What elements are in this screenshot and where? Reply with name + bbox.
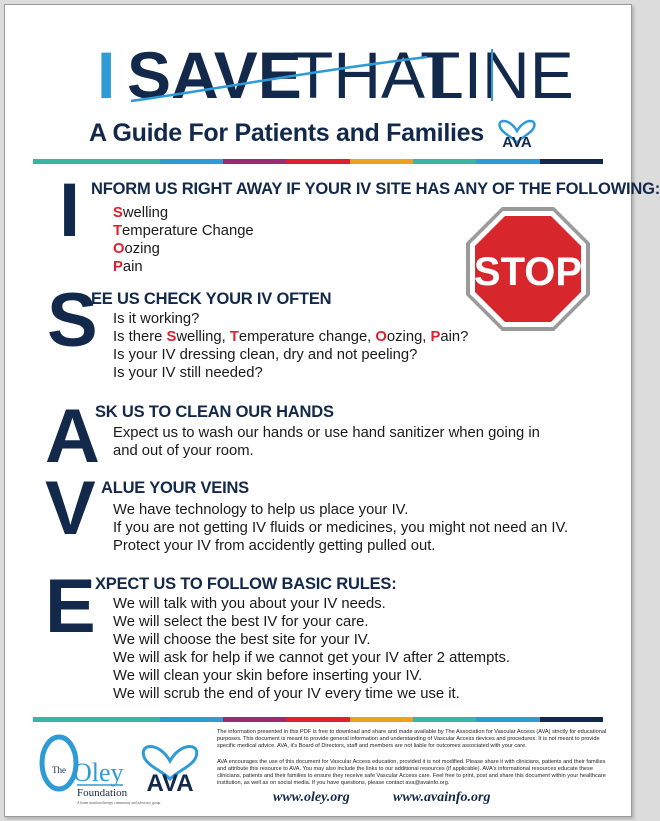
stripe-segment [476, 159, 539, 164]
stop-sign-icon [464, 205, 592, 333]
title-graphic [97, 38, 574, 112]
letter-i: I [59, 168, 81, 253]
symptom-temperature: Temperature Change [113, 223, 254, 239]
stripe-segment [540, 717, 603, 722]
expect-line-4: We will ask for help if we cannot get your IV after 2 attempts. [113, 650, 510, 666]
ava-logo-large [127, 733, 213, 795]
see-line-1: Is it working? [113, 311, 200, 327]
title-i: I [97, 38, 116, 112]
stop-text: STOP [473, 250, 583, 294]
stripe-segment [96, 717, 159, 722]
symptom-oozing: Oozing [113, 241, 160, 257]
stripe-segment [286, 717, 349, 722]
stripe-segment [476, 717, 539, 722]
oley-url-link[interactable]: www.oley.org [273, 790, 350, 805]
ava-large-text: AVA [146, 770, 194, 797]
stripe-segment [223, 717, 286, 722]
fine-print-usage: AVA encourages the use of this document for Vascular Access education, provided it is not modified. Please share it with clinicians, patients and their families and attribute this resource to AVA. You may also include the links to our additional resources (if applicable). AVA's informational resources educate these clinicians, patients and their families to ensure they receive safe Vascular Access care. Feel free to print, post and share this document within your healthcare institution, as well as on social media. If you have questions, please contact ava@avainfo.org. [217, 759, 606, 786]
title-save: SAVE [127, 38, 302, 112]
stripe-segment [413, 159, 476, 164]
flyer-page [4, 4, 660, 817]
stripe-segment [413, 717, 476, 722]
heading-see: EE US CHECK YOUR IV OFTEN [91, 290, 332, 308]
letter-s: S [47, 278, 98, 363]
top-color-stripe [33, 159, 603, 164]
expect-line-1: We will talk with you about your IV needs. [113, 596, 386, 612]
heading-inform: NFORM US RIGHT AWAY IF YOUR IV SITE HAS ANY OF THE FOLLOWING: [91, 180, 660, 198]
ava-heart-icon [489, 109, 545, 153]
ava-url-link[interactable]: www.avainfo.org [393, 790, 491, 805]
stripe-segment [160, 717, 223, 722]
value-line-3: Protect your IV from accidently getting pulled out. [113, 538, 436, 554]
title-line: LINE [427, 38, 574, 112]
ava-small-text: AVA [502, 134, 532, 151]
stripe-segment [350, 717, 413, 722]
bottom-color-stripe [33, 717, 603, 722]
stripe-segment [96, 159, 159, 164]
heading-value: ALUE YOUR VEINS [101, 479, 249, 497]
expect-line-3: We will choose the best site for your IV. [113, 632, 371, 648]
oley-foundation: Foundation [77, 787, 128, 799]
oley-foundation-logo [37, 733, 161, 811]
title-logo [97, 38, 574, 112]
oley-the: The [52, 765, 66, 775]
ask-line-1: Expect us to wash our hands or use hand sanitizer when going in [113, 425, 540, 441]
symptom-pain: Pain [113, 259, 143, 275]
stripe-segment [33, 159, 96, 164]
value-line-1: We have technology to help us place your IV. [113, 502, 409, 518]
expect-line-6: We will scrub the end of your IV every time we use it. [113, 686, 460, 702]
ava-logo-small [489, 109, 545, 153]
stripe-segment [160, 159, 223, 164]
oley-name: Oley [73, 758, 124, 787]
see-line-2: Is there Swelling, Temperature change, Oozing, Pain? [113, 329, 469, 345]
stripe-segment [33, 717, 96, 722]
symptom-swelling: Swelling [113, 205, 169, 221]
expect-line-5: We will clean your skin before inserting your IV. [113, 668, 423, 684]
oley-tagline: A home nutrition therapy community and advocacy group [77, 801, 161, 805]
heading-ask: SK US TO CLEAN OUR HANDS [95, 403, 334, 421]
expect-line-2: We will select the best IV for your care. [113, 614, 369, 630]
heading-expect: XPECT US TO FOLLOW BASIC RULES: [95, 575, 397, 593]
see-line-4: Is your IV still needed? [113, 365, 263, 381]
see-line-3: Is your IV dressing clean, dry and not peeling? [113, 347, 418, 363]
fine-print-disclaimer: The information presented in this PDF is free to download and share and made available by The Association for Vascular Access (AVA) strictly for educational purposes. This document is meant to provide general information and understanding of Vascular Access devices and procedures. It is not meant to provide specific medical advice. AVA, it's Board of Directors, staff and members are not liable for outcomes associated with your care. [217, 729, 607, 749]
stripe-segment [286, 159, 349, 164]
stripe-segment [223, 159, 286, 164]
letter-a: A [45, 394, 100, 479]
letter-v: V [45, 466, 96, 551]
stripe-segment [540, 159, 603, 164]
value-line-2: If you are not getting IV fluids or medicines, you might not need an IV. [113, 520, 569, 536]
stripe-segment [350, 159, 413, 164]
title-that: THAT [293, 38, 461, 112]
ask-line-2: and out of your room. [113, 443, 254, 459]
letter-e: E [45, 564, 96, 649]
subtitle: A Guide For Patients and Families [89, 119, 484, 147]
